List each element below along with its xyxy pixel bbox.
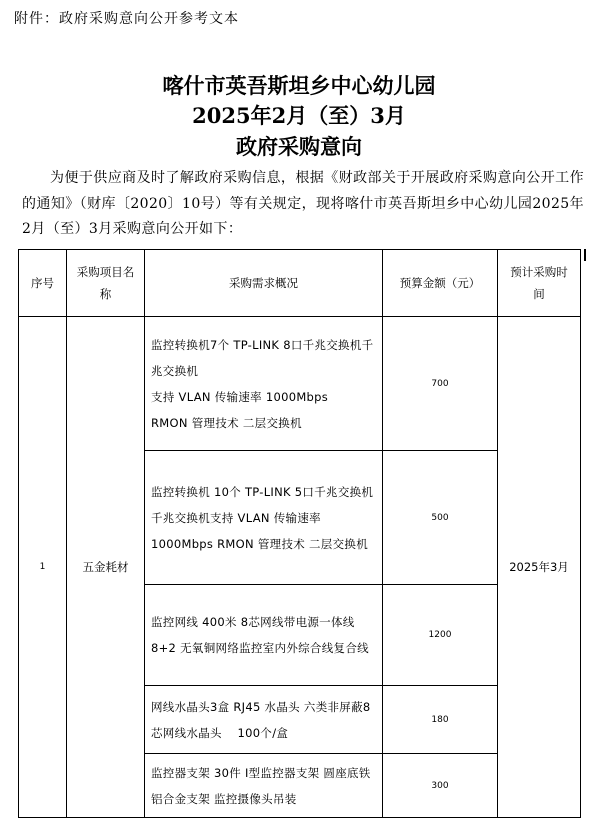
procurement-table <box>18 249 581 818</box>
table-header-row <box>19 250 581 317</box>
title-doc: 政府采购意向 <box>236 134 362 159</box>
header-item: 采购项目名称 <box>67 250 145 317</box>
table-row <box>19 317 581 451</box>
header-desc: 采购需求概况 <box>145 250 383 317</box>
cell-time: 2025年3月 <box>498 317 581 818</box>
cell-amount: 180 <box>383 686 498 754</box>
title-org: 喀什市英吾斯坦乡中心幼儿园 <box>162 73 436 98</box>
cell-amount: 500 <box>383 451 498 585</box>
header-budget: 预算金额（元） <box>383 250 498 317</box>
cell-no: 1 <box>19 317 67 818</box>
intro-paragraph: 为便于供应商及时了解政府采购信息，根据《财政部关于开展政府采购意向公开工作的通知》（财库〔2020〕10号）等有关规定，现将喀什市英吾斯坦乡中心幼儿园2025年2月（至）3月采购意向公开如下： <box>22 170 584 237</box>
cell-amount: 1200 <box>383 585 498 686</box>
cell-desc: 监控转换机7个 TP-LINK 8口千兆交换机千兆交换机 支持 VLAN 传输速率 1000Mbps RMON 管理技术 二层交换机 <box>145 317 383 451</box>
title-period: 2025年2月（至）3月 <box>192 103 406 128</box>
cell-amount: 700 <box>383 317 498 451</box>
cell-desc: 网线水晶头3盒 RJ45 水晶头 六类非屏蔽8芯网线水晶头 100个/盒 <box>145 686 383 754</box>
header-time: 预计采购时间 <box>498 250 581 317</box>
header-no: 序号 <box>19 250 67 317</box>
cell-item: 五金耗材 <box>67 317 145 818</box>
attachment-label: 附件：政府采购意向公开参考文本 <box>14 11 239 27</box>
text-cursor-mark <box>584 249 586 261</box>
cell-desc: 监控器支架 30件 I型监控器支架 圆座底铁铝合金支架 监控摄像头吊装 <box>145 754 383 818</box>
cell-desc: 监控网线 400米 8芯网线带电源一体线 8+2 无氧铜网络监控室内外综合线复合线 <box>145 585 383 686</box>
cell-amount: 300 <box>383 754 498 818</box>
cell-desc: 监控转换机 10个 TP-LINK 5口千兆交换机千兆交换机支持 VLAN 传输速率 1000Mbps RMON 管理技术 二层交换机 <box>145 451 383 585</box>
